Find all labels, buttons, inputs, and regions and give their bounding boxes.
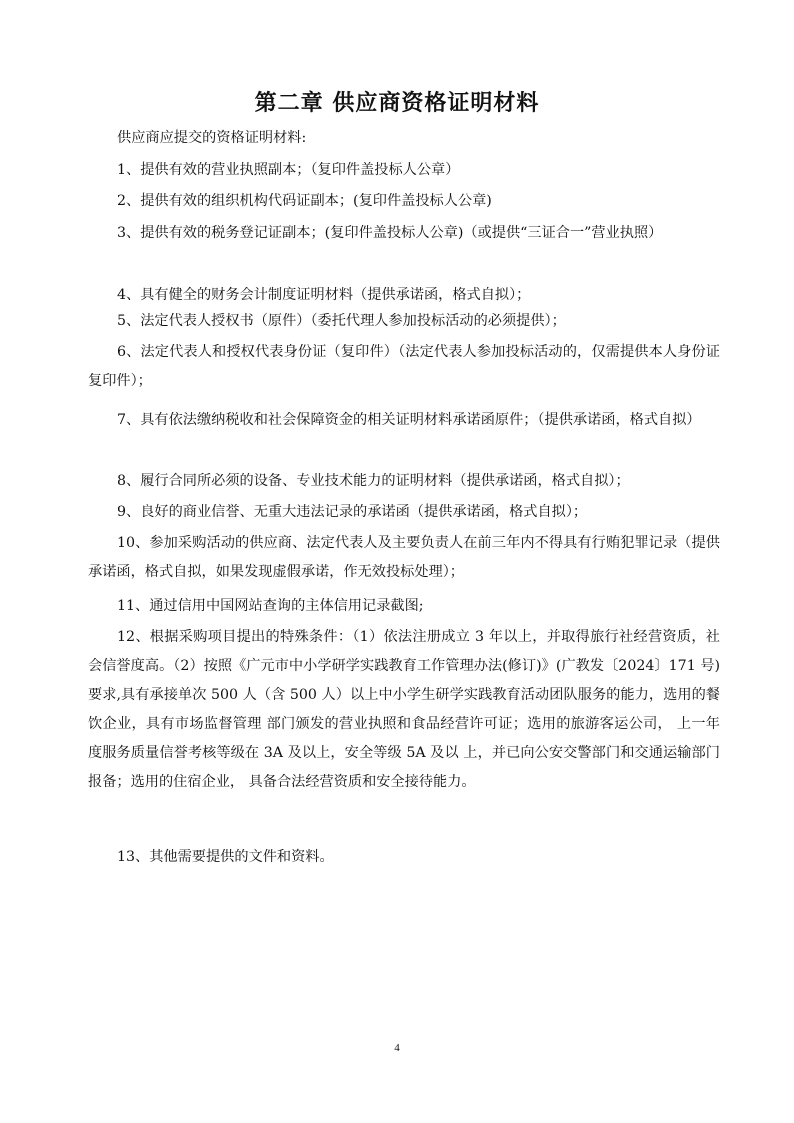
list-item-12: 12、根据采购项目提出的特殊条件：（1）依法注册成立 3 年以上，并取得旅行社经营资质，社会信誉度高。（2）按照《广元市中小学研学实践教育工作管理办法(修订)》(广教发〔2024〕171 号)要求,具有承接单次 500 人（含 500 人）以上中小学生研学实践教育活动团队服务的能力，选用的餐饮企业，具有市场监督管理 部门颁发的营业执照和食品经营许可证；选用的旅游客运公司， 上一年度服务质量信誉考核等级在 3A 及以上，安全等级 5A 及以 上，并已向公安交警部门和交通运输部门报备；选用的住宿企业， 具备合法经营资质和安全接待能力。 (88, 629, 720, 790)
page-title: 第二章 供应商资格证明材料 (254, 91, 540, 116)
list-item-11: 11、通过信用中国网站查询的主体信用记录截图; (117, 598, 424, 614)
list-item-5: 5、法定代表人授权书（原件）（委托代理人参加投标活动的必须提供）； (117, 313, 566, 329)
list-item-8: 8、履行合同所必须的设备、专业技术能力的证明材料（提供承诺函，格式自拟）； (117, 473, 630, 489)
list-item-7: 7、具有依法缴纳税收和社会保障资金的相关证明材料承诺函原件；（提供承诺函，格式自拟） (117, 412, 701, 428)
list-item-2: 2、提供有效的组织机构代码证副本；(复印件盖投标人公章) (117, 193, 492, 209)
list-item-3: 3、提供有效的税务登记证副本；(复印件盖投标人公章)（或提供“三证合一”营业执照） (117, 225, 663, 241)
list-item-1: 1、提供有效的营业执照副本；（复印件盖投标人公章） (117, 162, 460, 178)
intro-paragraph: 供应商应提交的资格证明材料: (117, 130, 307, 146)
list-item-13: 13、其他需要提供的文件和资料。 (117, 849, 334, 865)
page-number: 4 (394, 1042, 400, 1054)
list-item-6: 6、法定代表人和授权代表身份证（复印件）（法定代表人参加投标活动的，仅需提供本人身份证复印件）； (88, 344, 720, 389)
list-item-4: 4、具有健全的财务会计制度证明材料（提供承诺函，格式自拟）； (117, 287, 531, 303)
list-item-9: 9、良好的商业信誉、无重大违法记录的承诺函（提供承诺函，格式自拟）； (117, 504, 588, 520)
list-item-10: 10、参加采购活动的供应商、法定代表人及主要负责人在前三年内不得具有行贿犯罪记录（提供承诺函，格式自拟，如果发现虚假承诺，作无效投标处理）； (88, 535, 720, 580)
